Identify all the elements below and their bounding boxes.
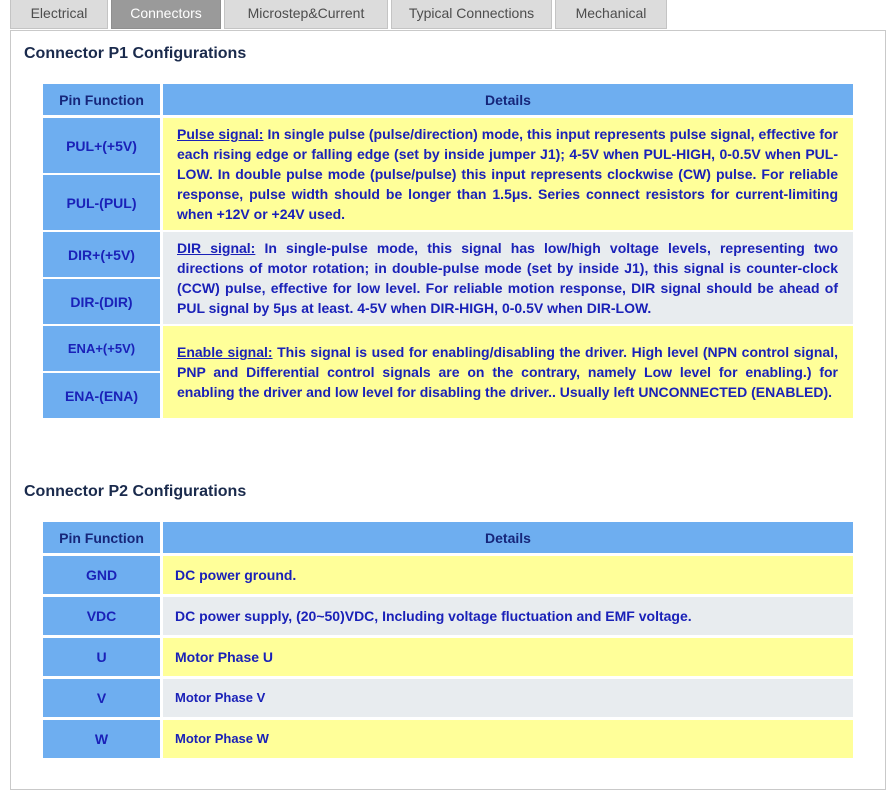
tab-electrical[interactable]: Electrical	[10, 0, 108, 29]
pin-cell: GND	[43, 556, 163, 597]
pin-cell: PUL+(+5V)	[43, 118, 163, 175]
detail-text: This signal is used for enabling/disabling the driver. High level (NPN control signal, PNP and Differential control signals are on the contrary, namely Low level for enabling.) for enabling the driver and low level for disabling the driver.. Usually left UNCONNECTED (ENABLED).	[177, 344, 838, 400]
pin-cell: W	[43, 720, 163, 761]
detail-cell: DC power supply, (20~50)VDC, Including voltage fluctuation and EMF voltage.	[163, 597, 853, 638]
detail-cell: DC power ground.	[163, 556, 853, 597]
p1-config-table	[43, 84, 853, 420]
detail-text: In single pulse (pulse/direction) mode, this input represents pulse signal, effective for each rising edge or falling edge (set by inside jumper J1); 4-5V when PUL-HIGH, 0-0.5V when PUL-LOW. In double pulse mode (pulse/pulse) this input represents clockwise (CW) pulse. For reliable response, pulse width should be longer than 1.5μs. Series connect resistors for current-limiting when +12V or +24V used.	[177, 126, 838, 222]
pin-cell: DIR+(+5V)	[43, 232, 163, 279]
detail-cell: Motor Phase V	[163, 679, 853, 720]
detail-lead: Enable signal:	[177, 344, 273, 360]
detail-cell: Motor Phase W	[163, 720, 853, 761]
p1-section-title: Connector P1 Configurations	[24, 45, 247, 62]
detail-cell-enable	[163, 326, 853, 420]
table-row	[43, 232, 853, 279]
table-row	[43, 597, 853, 638]
tab-typical-connections[interactable]: Typical Connections	[391, 0, 552, 29]
table-row	[43, 638, 853, 679]
table-row	[43, 679, 853, 720]
table-header-row	[43, 522, 853, 556]
tab-bar	[0, 0, 895, 30]
detail-cell-dir	[163, 232, 853, 326]
pin-cell: DIR-(DIR)	[43, 279, 163, 326]
pin-cell: ENA+(+5V)	[43, 326, 163, 373]
pin-cell: V	[43, 679, 163, 720]
detail-lead: Pulse signal:	[177, 126, 264, 142]
detail-lead: DIR signal:	[177, 240, 256, 256]
detail-text: In single-pulse mode, this signal has low/high voltage levels, representing two directions of motor rotation; in double-pulse mode (set by inside J1), this signal is counter-clock (CCW) pulse, effective for low level. For reliable motion response, DIR signal should be ahead of PUL signal by 5μs at least. 4-5V when DIR-HIGH, 0-0.5V when DIR-LOW.	[177, 240, 838, 316]
tab-mechanical[interactable]: Mechanical	[555, 0, 667, 29]
pin-cell: PUL-(PUL)	[43, 175, 163, 232]
pin-cell: U	[43, 638, 163, 679]
detail-cell-pulse	[163, 118, 853, 232]
pin-cell: VDC	[43, 597, 163, 638]
table-header-row	[43, 84, 853, 118]
table-row	[43, 118, 853, 175]
details-header: Details	[163, 84, 853, 118]
detail-cell: Motor Phase U	[163, 638, 853, 679]
pin-cell: ENA-(ENA)	[43, 373, 163, 420]
p2-section-title: Connector P2 Configurations	[24, 483, 247, 500]
tab-connectors[interactable]: Connectors	[111, 0, 221, 29]
pin-function-header: Pin Function	[43, 522, 163, 556]
pin-function-header: Pin Function	[43, 84, 163, 118]
details-header: Details	[163, 522, 853, 556]
p2-config-table	[43, 522, 853, 761]
tab-microstep-current[interactable]: Microstep&Current	[224, 0, 388, 29]
table-row	[43, 720, 853, 761]
table-row	[43, 556, 853, 597]
table-row	[43, 326, 853, 373]
